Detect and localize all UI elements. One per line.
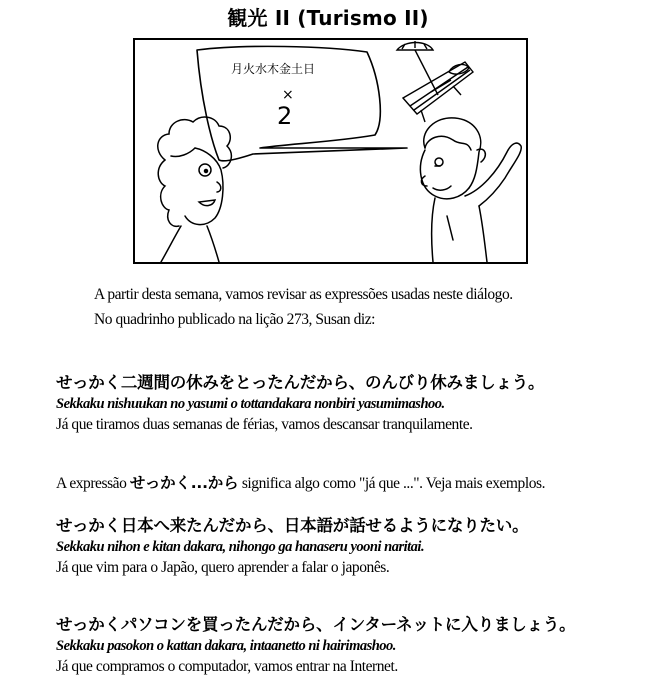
comic-illustration [133,38,528,264]
woman-figure [158,117,232,262]
example-2 [56,614,656,677]
example-japanese: せっかく日本へ来たんだから、日本語が話せるようになりたい。 [56,516,529,535]
bubble-weekdays: 月火水木金土日 [231,62,316,76]
sun-lounger-icon [403,62,473,122]
example-japanese: せっかくパソコンを買ったんだから、インターネットに入りましょう。 [56,615,576,634]
example-romaji: Sekkaku pasokon o kattan dakara, intaanetto ni hairimashoo. [56,638,396,654]
example-portuguese: Já que vim para o Japão, quero aprender a falar o japonês. [56,559,390,576]
beach-umbrella-icon [397,41,438,95]
bubble-number: 2 [277,102,293,130]
example-romaji: Sekkaku nihon e kitan dakara, nihongo ga hanaseru yooni naritai. [56,539,425,555]
expression-explanation [56,471,656,493]
dialogue-portuguese: Já que tiramos duas semanas de férias, vamos descansar tranquilamente. [56,416,473,433]
example-portuguese: Já que compramos o computador, vamos entrar na Internet. [56,658,398,675]
dialogue-sentence [56,372,656,435]
example-1 [56,515,656,578]
intro-paragraph [94,282,654,332]
expression-keyword: せっかく...から [129,474,239,492]
expression-prefix: A expressão [56,475,127,492]
dialogue-japanese: せっかく二週間の休みをとったんだから、のんびり休みましょう。 [56,373,545,392]
bubble-multiplier: × [282,87,294,103]
dialogue-romaji: Sekkaku nishuukan no yasumi o tottandakara nonbiri yasumimashoo. [56,396,445,412]
intro-line-1: A partir desta semana, vamos revisar as expressões usadas neste diálogo. [94,286,513,303]
comic-drawing [135,40,526,262]
man-figure [420,118,521,262]
expression-suffix: significa algo como "já que ...". Veja mais exemplos. [241,475,546,492]
page-title: 観光 II (Turismo II) [227,6,429,30]
intro-line-2: No quadrinho publicado na lição 273, Susan diz: [94,311,376,328]
